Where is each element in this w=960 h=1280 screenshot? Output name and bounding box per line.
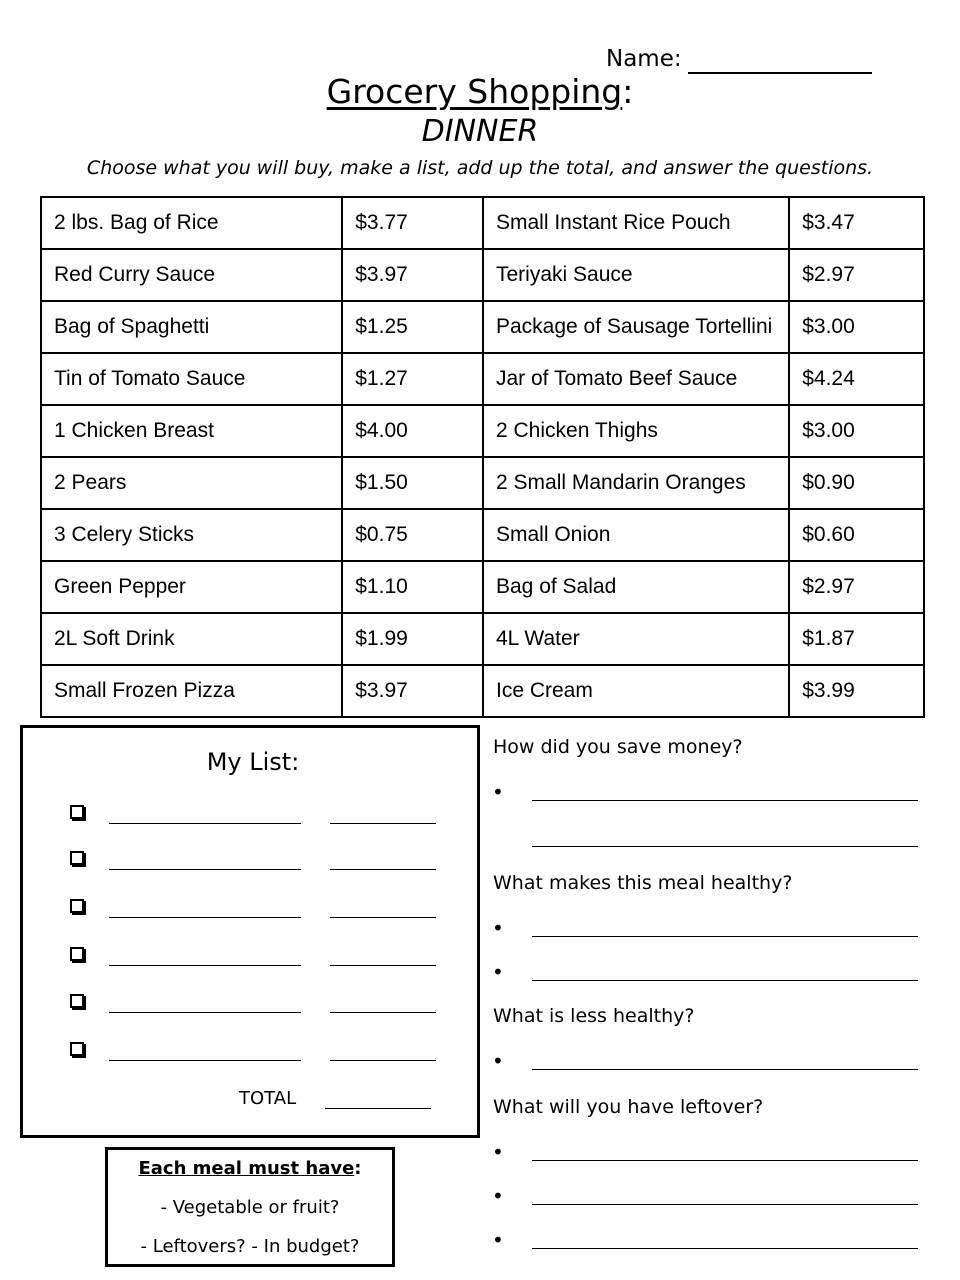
table-row [41, 561, 924, 613]
answer-line[interactable] [532, 800, 918, 801]
meal-rule-1: - Vegetable or fruit? [160, 1197, 340, 1218]
price-blank-line[interactable] [330, 869, 436, 870]
bullet: • [492, 1184, 504, 1208]
page-title [0, 72, 960, 111]
item-name-cell: Small Instant Rice Pouch [483, 197, 789, 249]
item-price-cell: $3.77 [342, 197, 483, 249]
item-price-cell: $3.97 [342, 665, 483, 717]
price-blank-line[interactable] [330, 917, 436, 918]
item-price-cell: $1.87 [789, 613, 924, 665]
table-row [41, 353, 924, 405]
bullet: • [492, 960, 504, 984]
item-blank-line[interactable] [109, 869, 301, 870]
page-subtitle: DINNER [421, 114, 539, 149]
list-item [23, 803, 483, 829]
answer-line[interactable] [532, 1160, 918, 1161]
item-blank-line[interactable] [109, 1060, 301, 1061]
total-line[interactable] [325, 1108, 431, 1109]
item-price-cell: $4.24 [789, 353, 924, 405]
item-name-cell: 2L Soft Drink [41, 613, 342, 665]
bullet: • [492, 1049, 504, 1073]
item-name-cell: Green Pepper [41, 561, 342, 613]
item-blank-line[interactable] [109, 1012, 301, 1013]
item-name-cell: Ice Cream [483, 665, 789, 717]
item-name-cell: Jar of Tomato Beef Sauce [483, 353, 789, 405]
checkbox-icon[interactable] [70, 805, 84, 819]
table-row [41, 197, 924, 249]
item-price-cell: $3.97 [342, 249, 483, 301]
item-name-cell: 2 Pears [41, 457, 342, 509]
table-row [41, 301, 924, 353]
item-name-cell: Package of Sausage Tortellini [483, 301, 789, 353]
bullet: • [492, 916, 504, 940]
item-name-cell: Small Onion [483, 509, 789, 561]
item-name-cell: 2 Small Mandarin Oranges [483, 457, 789, 509]
checkbox-icon[interactable] [70, 947, 84, 961]
item-name-cell: Bag of Salad [483, 561, 789, 613]
item-name-cell: 3 Celery Sticks [41, 509, 342, 561]
table-row [41, 665, 924, 717]
price-blank-line[interactable] [330, 1060, 436, 1061]
meal-rule-2: - Leftovers? - In budget? [140, 1236, 360, 1257]
item-price-cell: $2.97 [789, 249, 924, 301]
my-list-box [20, 725, 480, 1138]
item-name-cell: Teriyaki Sauce [483, 249, 789, 301]
answer-line[interactable] [532, 1069, 918, 1070]
answer-line[interactable] [532, 1204, 918, 1205]
question-leftover: What will you have leftover? [493, 1096, 764, 1118]
item-blank-line[interactable] [109, 823, 301, 824]
item-blank-line[interactable] [109, 917, 301, 918]
item-name-cell: 4L Water [483, 613, 789, 665]
item-price-cell: $3.99 [789, 665, 924, 717]
item-name-cell: Bag of Spaghetti [41, 301, 342, 353]
answer-line[interactable] [532, 846, 918, 847]
checkbox-icon[interactable] [70, 1042, 84, 1056]
item-name-cell: 1 Chicken Breast [41, 405, 342, 457]
price-blank-line[interactable] [330, 965, 436, 966]
item-name-cell: 2 Chicken Thighs [483, 405, 789, 457]
item-price-cell: $3.00 [789, 405, 924, 457]
meal-rules-box [105, 1147, 395, 1267]
item-price-cell: $1.10 [342, 561, 483, 613]
bullet: • [492, 1228, 504, 1252]
checkbox-icon[interactable] [70, 851, 84, 865]
title-colon: : [622, 72, 634, 111]
item-price-cell: $0.90 [789, 457, 924, 509]
question-less-healthy: What is less healthy? [493, 1005, 695, 1027]
bullet: • [492, 780, 504, 804]
instructions: Choose what you will buy, make a list, add up the total, and answer the questions. [86, 157, 874, 179]
price-table [40, 196, 925, 718]
item-price-cell: $0.75 [342, 509, 483, 561]
bullet: • [492, 1140, 504, 1164]
question-save-money: How did you save money? [493, 736, 743, 758]
item-price-cell: $1.99 [342, 613, 483, 665]
item-price-cell: $0.60 [789, 509, 924, 561]
list-item [23, 992, 483, 1018]
item-price-cell: $3.47 [789, 197, 924, 249]
price-blank-line[interactable] [330, 1012, 436, 1013]
my-list-title: My List: [206, 748, 300, 776]
list-item [23, 897, 483, 923]
table-row [41, 249, 924, 301]
title-text: Grocery Shopping [326, 72, 623, 111]
item-price-cell: $1.25 [342, 301, 483, 353]
item-price-cell: $4.00 [342, 405, 483, 457]
price-blank-line[interactable] [330, 823, 436, 824]
name-label: Name: [606, 46, 682, 72]
meal-rules-title [108, 1158, 392, 1179]
item-price-cell: $1.27 [342, 353, 483, 405]
answer-line[interactable] [532, 936, 918, 937]
answer-line[interactable] [532, 980, 918, 981]
total-label: TOTAL [239, 1088, 297, 1109]
item-price-cell: $3.00 [789, 301, 924, 353]
meal-rules-title-text: Each meal must have [138, 1158, 355, 1179]
checkbox-icon[interactable] [70, 994, 84, 1008]
item-name-cell: 2 lbs. Bag of Rice [41, 197, 342, 249]
table-row [41, 405, 924, 457]
list-item [23, 1040, 483, 1066]
answer-line[interactable] [532, 1248, 918, 1249]
question-healthy: What makes this meal healthy? [493, 872, 793, 894]
table-row [41, 509, 924, 561]
list-item [23, 849, 483, 875]
table-row [41, 613, 924, 665]
item-name-cell: Red Curry Sauce [41, 249, 342, 301]
checkbox-icon[interactable] [70, 899, 84, 913]
meal-rules-title-colon: : [354, 1158, 362, 1179]
item-blank-line[interactable] [109, 965, 301, 966]
item-name-cell: Tin of Tomato Sauce [41, 353, 342, 405]
list-item [23, 945, 483, 971]
item-price-cell: $2.97 [789, 561, 924, 613]
table-row [41, 457, 924, 509]
item-price-cell: $1.50 [342, 457, 483, 509]
item-name-cell: Small Frozen Pizza [41, 665, 342, 717]
